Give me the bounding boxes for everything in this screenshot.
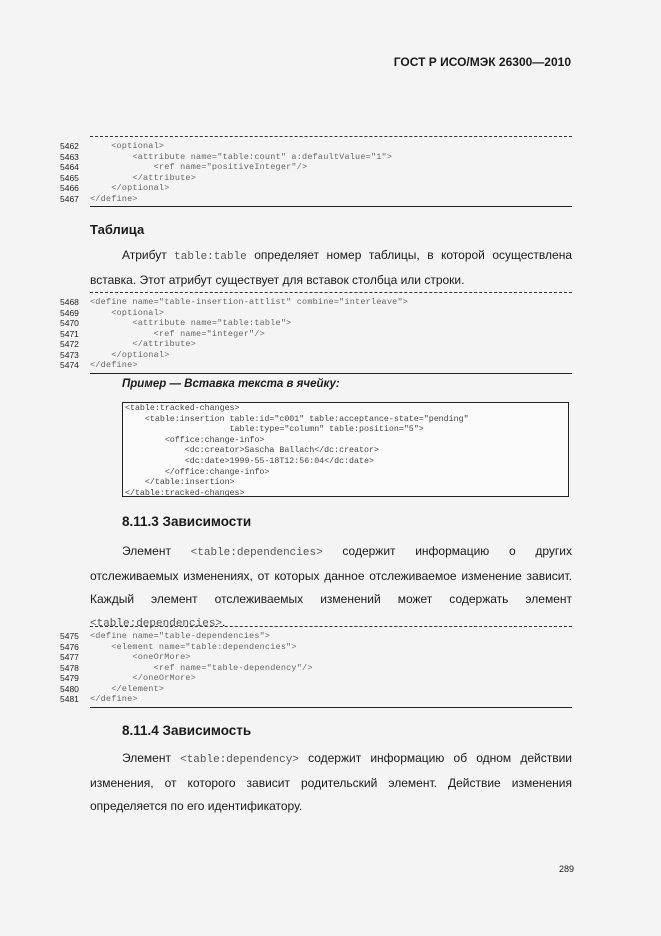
code-line (60, 297, 572, 308)
text: . (222, 615, 226, 629)
paragraph-table (90, 244, 572, 292)
code-text: <oneOrMore> (90, 652, 191, 662)
code-line (60, 318, 572, 329)
code-text: <attribute name="table:table"> (90, 318, 292, 328)
text: содержит информацию о других отслеживаемых изменениях, от которых данное отслеживаемое изменение зависит. Каждый элемент отслеживаемых изменений может содержать элемент (90, 544, 572, 606)
code-line (60, 329, 572, 340)
section-heading-8-11-4: 8.11.4 Зависимость (122, 723, 252, 738)
line-number: 5473 (60, 349, 79, 360)
text: Элемент (122, 751, 181, 765)
rule-top (90, 136, 572, 137)
code-text: </define> (90, 193, 138, 204)
line-number: 5468 (60, 297, 79, 307)
code-text: </attribute> (90, 172, 197, 183)
code-line (60, 350, 572, 361)
code-text: <define name="table-dependencies"> (90, 631, 271, 641)
code-text: </oneOrMore> (90, 673, 197, 683)
document-header: ГОСТ Р ИСО/МЭК 26300—2010 (393, 55, 571, 69)
code-line (60, 631, 572, 642)
line-number: 5478 (60, 662, 79, 673)
code-text: </optional> (90, 349, 170, 360)
code-text: </element> (90, 683, 165, 694)
code-line (60, 173, 572, 184)
line-number: 5476 (60, 641, 79, 652)
example-code-box: <table:tracked-changes> <table:insertion table:id="c001" table:acceptance-state="pending" table:type="column" table:position="5"> <office:change-info> <dc:creator>Sascha Ballach</dc:creator> <dc:date>1999-55-18T12:56:04</dc:date> </office:change-info> </table:insertion> </table:tracked-changes> (122, 402, 569, 497)
rule-top (90, 292, 572, 293)
line-number: 5471 (60, 328, 79, 339)
code-line (60, 694, 572, 705)
line-number: 5465 (60, 172, 79, 183)
code-text: </define> (90, 694, 138, 704)
code-listing-3 (60, 626, 572, 708)
line-number: 5464 (60, 162, 79, 172)
code-text: </attribute> (90, 339, 197, 349)
line-number: 5463 (60, 151, 79, 162)
code-text: <ref name="positiveInteger"/> (90, 162, 308, 172)
code-text: <optional> (90, 307, 165, 318)
code-line (60, 183, 572, 194)
code-line (60, 339, 572, 350)
text: содержит информацию об одном действии изменения, от которого зависит родительский элемент. Действие изменения определяется по его идентификатору. (90, 751, 572, 813)
paragraph-8-11-4 (90, 747, 572, 818)
code-listing-1 (60, 136, 572, 207)
inline-code: <table:dependency> (180, 754, 299, 766)
line-number: 5474 (60, 360, 79, 370)
text: Элемент (122, 544, 191, 558)
section-heading-8-11-3: 8.11.3 Зависимости (122, 514, 252, 529)
inline-code: table:table (174, 251, 247, 263)
line-number: 5467 (60, 193, 79, 204)
inline-code: <table:dependencies> (90, 618, 223, 630)
paragraph-8-11-3 (90, 540, 572, 636)
line-number: 5477 (60, 652, 79, 662)
code-text: <attribute name="table:count" a:defaultValue="1"> (90, 151, 393, 162)
code-listing-2 (60, 292, 572, 374)
code-line (60, 152, 572, 163)
line-number: 5469 (60, 307, 79, 318)
line-number: 5480 (60, 683, 79, 694)
rule-bottom (90, 206, 572, 207)
line-number: 5462 (60, 141, 79, 151)
code-text: <ref name="table-dependency"/> (90, 662, 313, 673)
page-number: 289 (559, 864, 575, 874)
rule-bottom (90, 707, 572, 708)
text: определяет номер таблицы, в которой осуществлена вставка. Этот атрибут существует для вставок столбца или строки. (90, 248, 572, 287)
code-line (60, 141, 572, 152)
section-heading-table: Таблица (90, 222, 145, 237)
text: Атрибут (122, 248, 175, 262)
code-text: <ref name="integer"/> (90, 328, 265, 339)
code-line (60, 673, 572, 684)
code-line (60, 308, 572, 319)
code-line (60, 194, 572, 205)
code-line (60, 360, 572, 371)
line-number: 5466 (60, 183, 79, 193)
inline-code: <table:dependencies> (190, 547, 323, 559)
line-number: 5472 (60, 339, 79, 349)
rule-top (90, 626, 572, 627)
code-text: </optional> (90, 183, 170, 193)
line-number: 5470 (60, 318, 79, 328)
code-line (60, 684, 572, 695)
rule-bottom (90, 373, 572, 374)
code-text: </define> (90, 360, 138, 370)
code-text: <define name="table-insertion-attlist" combine="interleave"> (90, 297, 409, 307)
line-number: 5479 (60, 673, 79, 683)
example-title: Пример — Вставка текста в ячейку: (122, 378, 340, 390)
code-text: <optional> (90, 141, 165, 151)
line-number: 5481 (60, 694, 79, 704)
code-text: <element name="table:dependencies"> (90, 641, 297, 652)
code-line (60, 663, 572, 674)
code-line (60, 162, 572, 173)
line-number: 5475 (60, 631, 79, 641)
code-line (60, 642, 572, 653)
code-line (60, 652, 572, 663)
